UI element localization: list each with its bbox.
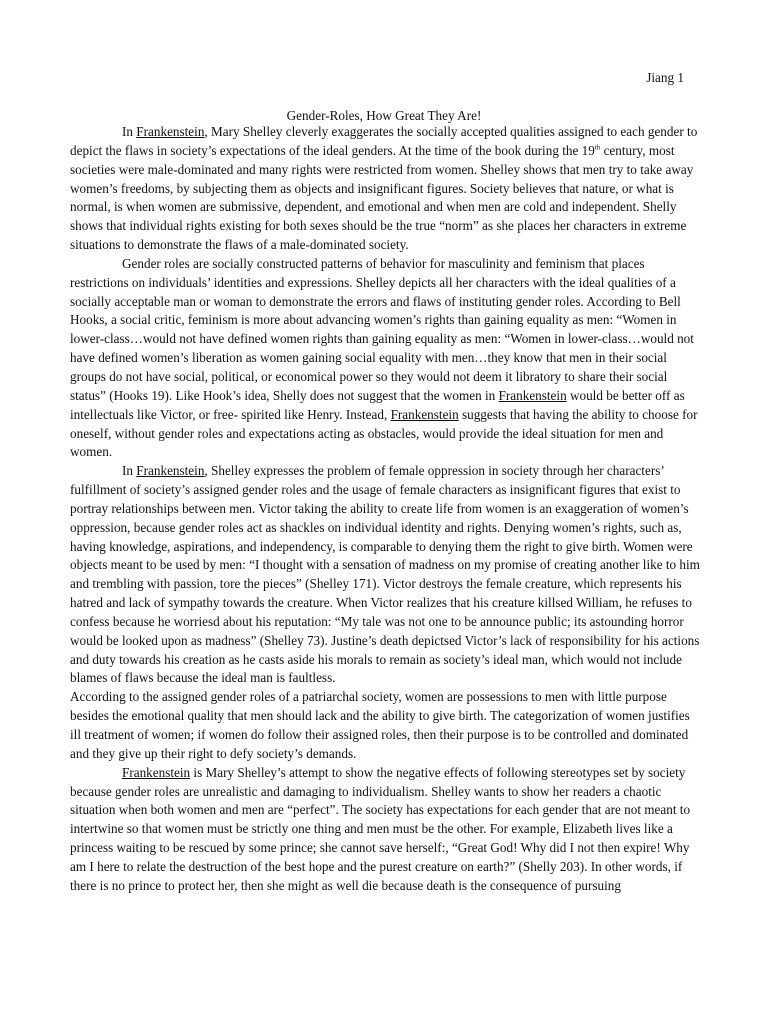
book-title-underlined: Frankenstein — [136, 463, 205, 479]
book-title-underlined: Frankenstein — [136, 124, 205, 139]
paragraph-text: would be better off as intellectuals like Victor, or free- spirited like Henry. Instead, — [70, 387, 685, 422]
paragraph — [70, 462, 700, 688]
page-header-label: Jiang 1 — [646, 70, 684, 85]
superscript-text: th — [594, 143, 601, 152]
paragraph-text: suggests that having the ability to choose for oneself, without gender roles and expectations acting as obstacles, would provide the ideal situation for men and women. — [70, 406, 698, 460]
paragraph-text: is Mary Shelley’s attempt to show the negative effects of following stereotypes set by society because gender roles are unrealistic and damaging to individualism. Shelley wants to show her readers a chaotic situation when both women and men are “perfect”. The society has expectations for each gender that are not meant to intertwine so that women must be strictly one thing and men must be the other. For example, Elizabeth lives like a princess waiting to be rescued by some prince; she cannot save herself:, “Great God! Why did I not then expire! Why am I here to relate the destruction of the best hope and the purest creature on earth?” (Shelly 203). In other words, if there is no prince to protect her, then she might as well die because death is the consequence of pursuing — [70, 764, 691, 893]
paragraph-text: According to the assigned gender roles of a patriarchal society, women are possessions to men with little purpose besides the emotional quality that men should lack and the ability to give birth. The categorization of women justifies ill treatment of women; if women do follow their assigned roles, then their purpose is to be controlled and dominated and they give up their right to defy society’s demands. — [70, 689, 690, 761]
paragraph-text: , Shelley expresses the problem of female oppression in society through her characters’ fulfillment of society’s assigned gender roles and the usage of female characters as insignificant figures that exist to portray relationships between men. Victor taking the ability to create life from women is an exaggeration of women’s oppression, because gender roles act as shackles on individual identity and rights. Denying women’s rights, such as, having knowledge, aspirations, and independency, is comparable to denying them the right to give birth. Women were objects meant to be used by men: “I thought with a sensation of madness on my promise of creating another like to him and trembling with passion, tore the pieces” (Shelley 171). Victor destroys the female creature, which represents his hatred and lack of sympathy towards the creature. When Victor realizes that his creature killsed William, he refuses to confess because he worriesd about his reputation: “My tale was not one to be announce public; its astounding horror would be looked upon as madness” (Shelley 73). Justine’s death depictsed Victor’s lack of responsibility for his actions and duty towards his creation as he casts aside his morals to remain as society’s ideal man, which would not include blames of flaws because the ideal man is faultless. — [70, 463, 700, 686]
paragraph-text: In — [122, 124, 137, 139]
paragraph-text: In — [122, 463, 137, 479]
paragraph-text: century, most societies were male-dominated and many rights were restricted from women. Shelley shows that men try to take away women’s freedoms, by subjecting them as objects and insignificant figures. Society believes that nature, or what is normal, is when women are submissive, dependent, and emotional and when men are cold and independent. Shelly shows that individual rights existing for both sexes should be the true “norm” as she places her characters in extreme situations to demonstrate the flaws of a male-dominated society. — [70, 142, 694, 253]
paragraph — [70, 764, 700, 896]
book-title-underlined: Frankenstein — [498, 387, 567, 403]
book-title-underlined: Frankenstein — [390, 406, 459, 422]
book-title-underlined: Frankenstein — [122, 764, 191, 780]
paragraph — [70, 123, 700, 255]
paragraph-text: Gender roles are socially constructed patterns of behavior for masculinity and feminism that places restrictions on individuals’ identities and expressions. Shelley depicts all her characters with the ideal qualities of a socially acceptable man or woman to demonstrate the errors and flaws of instituting gender roles. According to Bell Hooks, a social critic, feminism is more about advancing women’s rights than gaining equality as men: “Women in lower-class…would not have defined women rights than gaining equality as men: “Women in lower-class…would not have defined women’s liberation as women gaining social equality with men…they know that men in their social groups do not have social, political, or economical power so they would not deem it libratory to share their social status” (Hooks 19). Like Hook’s idea, Shelly does not suggest that the women in — [70, 255, 694, 403]
paragraph — [70, 688, 700, 763]
essay-body — [70, 123, 700, 896]
paragraph — [70, 255, 700, 462]
paragraph-text: , Mary Shelley cleverly exaggerates the socially accepted qualities assigned to each gender to depict the flaws in society’s expectations of the ideal genders. At the time of the book during the 19 — [70, 124, 698, 158]
essay-title: Gender-Roles, How Great They Are! — [286, 108, 482, 123]
